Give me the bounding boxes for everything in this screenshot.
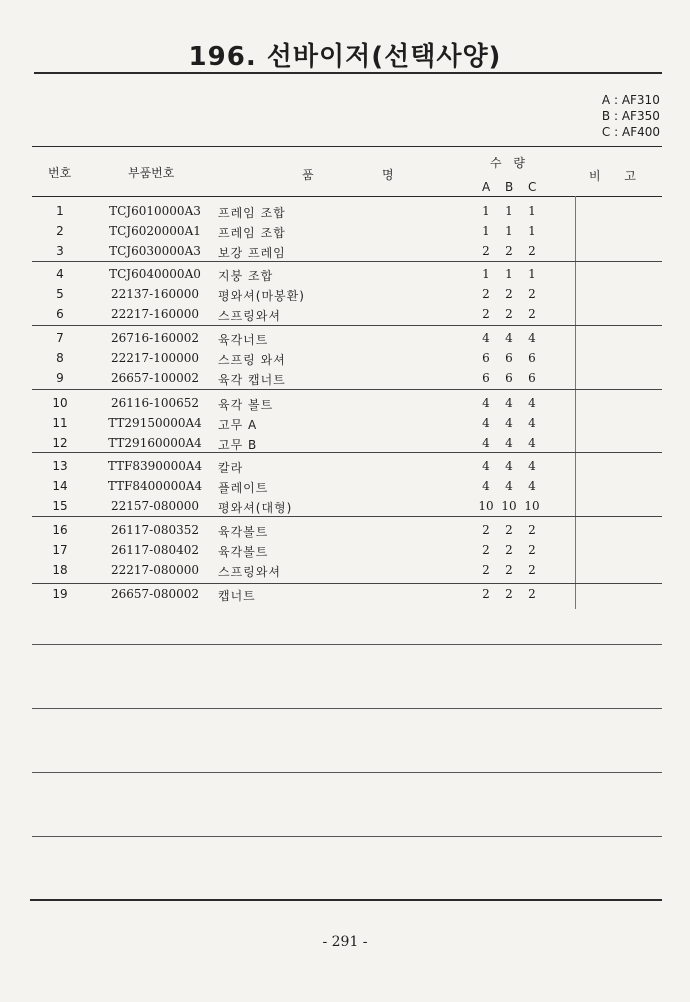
table-row bbox=[0, 351, 690, 371]
row-number: 7 bbox=[56, 331, 64, 345]
row-number: 18 bbox=[52, 563, 68, 577]
legend-item: C : AF400 bbox=[601, 125, 660, 139]
qty-a: 6 bbox=[482, 371, 490, 385]
table-row bbox=[0, 543, 690, 563]
qty-a: 10 bbox=[478, 499, 494, 513]
row-number: 16 bbox=[52, 523, 68, 537]
row-number: 15 bbox=[52, 499, 68, 513]
row-number: 14 bbox=[52, 479, 68, 493]
part-number: TCJ6040000A0 bbox=[109, 267, 201, 281]
part-number: TTF8390000A4 bbox=[107, 459, 203, 473]
qty-b: 6 bbox=[505, 371, 513, 385]
qty-a: 2 bbox=[482, 523, 490, 537]
qty-b: 2 bbox=[505, 244, 513, 258]
part-number: 22217-160000 bbox=[110, 307, 200, 321]
table-row bbox=[0, 416, 690, 436]
qty-c: 10 bbox=[524, 499, 540, 513]
table-bottom-rule bbox=[30, 899, 662, 901]
table-row bbox=[0, 331, 690, 351]
qty-b: 2 bbox=[505, 307, 513, 321]
part-number: 22217-100000 bbox=[110, 351, 200, 365]
row-number: 4 bbox=[56, 267, 64, 281]
qty-a: 1 bbox=[482, 204, 490, 218]
part-number: TCJ6010000A3 bbox=[109, 204, 201, 218]
row-number: 10 bbox=[52, 396, 68, 410]
part-number: 22157-080000 bbox=[110, 499, 200, 513]
qty-a: 4 bbox=[482, 416, 490, 430]
qty-c: 2 bbox=[528, 543, 536, 557]
part-number: TCJ6030000A3 bbox=[109, 244, 201, 258]
header-name-2: 명 bbox=[382, 168, 394, 182]
qty-c: 2 bbox=[528, 587, 536, 601]
part-number: 26117-080402 bbox=[110, 543, 200, 557]
part-name: 프레임 조합 bbox=[218, 206, 286, 220]
qty-b: 4 bbox=[505, 479, 513, 493]
table-row bbox=[0, 371, 690, 391]
part-name: 육각 볼트 bbox=[218, 398, 274, 412]
part-name: 지붕 조합 bbox=[218, 269, 274, 283]
row-number: 1 bbox=[56, 204, 64, 218]
qty-b: 4 bbox=[505, 416, 513, 430]
part-name: 칼라 bbox=[218, 461, 244, 475]
qty-b: 4 bbox=[505, 331, 513, 345]
header-no: 번호 bbox=[48, 166, 72, 180]
qty-a: 2 bbox=[482, 587, 490, 601]
blank-line bbox=[32, 708, 662, 709]
qty-c: 4 bbox=[528, 416, 536, 430]
qty-b: 6 bbox=[505, 351, 513, 365]
qty-b: 2 bbox=[505, 287, 513, 301]
part-number: TCJ6020000A1 bbox=[109, 224, 201, 238]
table-row bbox=[0, 563, 690, 583]
row-number: 3 bbox=[56, 244, 64, 258]
qty-c: 2 bbox=[528, 244, 536, 258]
part-name: 평와셔(마봉환) bbox=[218, 289, 305, 303]
part-name: 스프링와셔 bbox=[218, 565, 281, 579]
part-number: TT29160000A4 bbox=[108, 436, 202, 450]
qty-a: 2 bbox=[482, 287, 490, 301]
qty-c: 1 bbox=[528, 224, 536, 238]
part-name: 육각 캡너트 bbox=[218, 373, 286, 387]
header-qty: 수 량 bbox=[490, 156, 529, 170]
part-number: 26716-160002 bbox=[110, 331, 200, 345]
part-name: 육각너트 bbox=[218, 333, 269, 347]
qty-a: 4 bbox=[482, 459, 490, 473]
row-number: 12 bbox=[52, 436, 68, 450]
qty-b: 4 bbox=[505, 396, 513, 410]
blank-line bbox=[32, 644, 662, 645]
table-row bbox=[0, 224, 690, 244]
qty-a: 4 bbox=[482, 396, 490, 410]
row-number: 2 bbox=[56, 224, 64, 238]
qty-a: 1 bbox=[482, 267, 490, 281]
table-row bbox=[0, 523, 690, 543]
header-name-1: 품 bbox=[302, 168, 314, 182]
part-number: 26657-080002 bbox=[110, 587, 200, 601]
part-name: 프레임 조합 bbox=[218, 226, 286, 240]
row-number: 5 bbox=[56, 287, 64, 301]
row-number: 11 bbox=[52, 416, 68, 430]
part-name: 스프링와셔 bbox=[218, 309, 281, 323]
row-number: 8 bbox=[56, 351, 64, 365]
qty-c: 1 bbox=[528, 267, 536, 281]
table-row bbox=[0, 287, 690, 307]
table-row bbox=[0, 396, 690, 416]
header-rule bbox=[32, 196, 662, 197]
row-number: 17 bbox=[52, 543, 68, 557]
qty-a: 4 bbox=[482, 436, 490, 450]
header-part-no: 부품번호 bbox=[128, 166, 175, 180]
table-row bbox=[0, 499, 690, 519]
table-row bbox=[0, 479, 690, 499]
qty-b: 1 bbox=[505, 224, 513, 238]
qty-c: 2 bbox=[528, 523, 536, 537]
blank-line bbox=[32, 836, 662, 837]
title-rule bbox=[34, 72, 662, 74]
part-name: 고무 B bbox=[218, 438, 258, 452]
table-row bbox=[0, 244, 690, 264]
legend-item: B : AF350 bbox=[601, 109, 660, 123]
qty-a: 4 bbox=[482, 479, 490, 493]
part-number: 26116-100652 bbox=[110, 396, 200, 410]
qty-b: 4 bbox=[505, 436, 513, 450]
part-name: 고무 A bbox=[218, 418, 258, 432]
table-row bbox=[0, 587, 690, 607]
qty-c: 4 bbox=[528, 331, 536, 345]
part-name: 스프링 와셔 bbox=[218, 353, 286, 367]
row-number: 6 bbox=[56, 307, 64, 321]
header-remarks: 비 고 bbox=[589, 169, 646, 183]
legend-item: A : AF310 bbox=[601, 93, 660, 107]
qty-c: 4 bbox=[528, 479, 536, 493]
page-title: 196. 선바이저(선택사양) bbox=[188, 42, 502, 72]
model-legend bbox=[602, 92, 660, 140]
part-number: 26117-080352 bbox=[110, 523, 200, 537]
qty-c: 4 bbox=[528, 436, 536, 450]
qty-b: 10 bbox=[501, 499, 517, 513]
part-number: 26657-100002 bbox=[110, 371, 200, 385]
qty-a: 2 bbox=[482, 543, 490, 557]
qty-a: 2 bbox=[482, 307, 490, 321]
qty-c: 6 bbox=[528, 351, 536, 365]
row-number: 9 bbox=[56, 371, 64, 385]
part-name: 육각볼트 bbox=[218, 545, 269, 559]
qty-b: 2 bbox=[505, 543, 513, 557]
qty-b: 2 bbox=[505, 563, 513, 577]
qty-a: 1 bbox=[482, 224, 490, 238]
header-a: A bbox=[482, 180, 491, 194]
qty-b: 2 bbox=[505, 523, 513, 537]
qty-a: 6 bbox=[482, 351, 490, 365]
table-top-rule bbox=[32, 146, 662, 147]
part-name: 플레이트 bbox=[218, 481, 269, 495]
header-b: B bbox=[505, 180, 514, 194]
part-name: 육각볼트 bbox=[218, 525, 269, 539]
part-name: 평와셔(대형) bbox=[218, 501, 293, 515]
table-row bbox=[0, 204, 690, 224]
qty-b: 4 bbox=[505, 459, 513, 473]
part-number: TTF8400000A4 bbox=[107, 479, 203, 493]
qty-c: 2 bbox=[528, 307, 536, 321]
qty-a: 4 bbox=[482, 331, 490, 345]
part-name: 캡너트 bbox=[218, 589, 256, 603]
qty-c: 2 bbox=[528, 287, 536, 301]
blank-line bbox=[32, 772, 662, 773]
part-number: TT29150000A4 bbox=[108, 416, 202, 430]
table-row bbox=[0, 307, 690, 327]
qty-c: 4 bbox=[528, 459, 536, 473]
group-rule bbox=[32, 583, 662, 584]
part-number: 22217-080000 bbox=[110, 563, 200, 577]
row-number: 13 bbox=[52, 459, 68, 473]
qty-c: 1 bbox=[528, 204, 536, 218]
header-c: C bbox=[528, 180, 537, 194]
part-number: 22137-160000 bbox=[110, 287, 200, 301]
row-number: 19 bbox=[52, 587, 68, 601]
table-row bbox=[0, 436, 690, 456]
qty-b: 2 bbox=[505, 587, 513, 601]
table-row bbox=[0, 267, 690, 287]
qty-b: 1 bbox=[505, 204, 513, 218]
page-number: - 291 - bbox=[322, 934, 368, 950]
qty-c: 4 bbox=[528, 396, 536, 410]
part-name: 보강 프레임 bbox=[218, 246, 286, 260]
qty-a: 2 bbox=[482, 244, 490, 258]
table-row bbox=[0, 459, 690, 479]
qty-a: 2 bbox=[482, 563, 490, 577]
qty-c: 2 bbox=[528, 563, 536, 577]
qty-b: 1 bbox=[505, 267, 513, 281]
qty-c: 6 bbox=[528, 371, 536, 385]
